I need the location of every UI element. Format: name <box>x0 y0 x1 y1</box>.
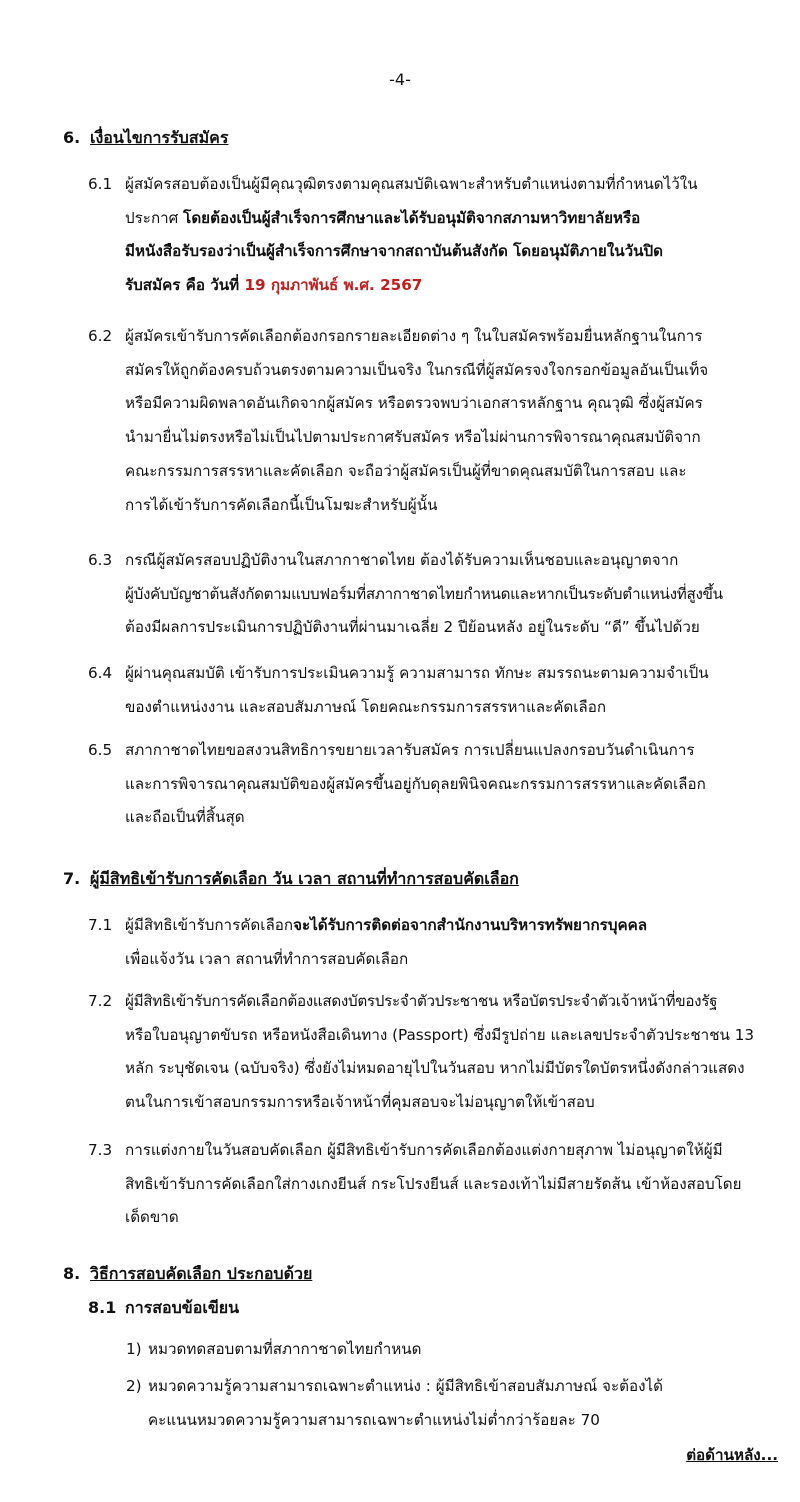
item-6-1-line-4 <box>88 269 794 303</box>
item-7-1-line-1-plain: ผู้มีสิทธิเข้ารับการคัดเลือก <box>125 916 294 934</box>
item-6-5-line-3: และถือเป็นที่สิ้นสุด <box>125 808 245 827</box>
item-number: 6.3 <box>88 551 113 569</box>
item-6-5-line-1: สภากาชาดไทยขอสงวนสิทธิการขยายเวลารับสมัคร การเปลี่ยนแปลงกรอบวันดำเนินการ <box>125 741 695 759</box>
item-6-2-line-2: สมัครให้ถูกต้องครบถ้วนตรงตามความเป็นจริง ในกรณีที่ผู้สมัครจงใจกรอกข้อมูลอันเป็นเท็จ <box>125 360 709 379</box>
list-item-number: 1) <box>126 1340 142 1358</box>
item-6-2-line-3: หรือมีความผิดพลาดอันเกิดจากผู้สมัคร หรือตรวจพบว่าเอกสารหลักฐาน คุณวุฒิ ซึ่งผู้สมัคร <box>125 394 703 413</box>
list-item-2 <box>126 1369 791 1437</box>
section-7-number: 7. <box>63 869 81 888</box>
section-8-number: 8. <box>63 1264 81 1283</box>
item-6-1-line-2-bold: โดยต้องเป็นผู้สำเร็จการศึกษาและได้รับอนุมัติจากสภามหาวิทยาลัยหรือ <box>183 208 641 227</box>
item-6-5 <box>88 734 794 835</box>
item-6-2-line-5: คณะกรรมการสรรหาและคัดเลือก จะถือว่าผู้สมัครเป็นผู้ที่ขาดคุณสมบัติในการสอบ และ <box>125 461 687 480</box>
item-number: 7.3 <box>88 1141 113 1159</box>
item-number: 6.5 <box>88 741 113 759</box>
item-6-1-line-2-plain: ประกาศ <box>125 208 184 227</box>
item-6-4-line-2: ของตำแหน่งงาน และสอบสัมภาษณ์ โดยคณะกรรมการสรรหาและคัดเลือก <box>125 697 607 716</box>
item-7-2-line-1: ผู้มีสิทธิเข้ารับการคัดเลือกต้องแสดงบัตรประจำตัวประชาชน หรือบัตรประจำตัวเจ้าหน้าที่ของรัฐ <box>125 992 718 1010</box>
item-6-5-line-2: และการพิจารณาคุณสมบัติของผู้สมัครขึ้นอยู่กับดุลยพินิจคณะกรรมการสรรหาและคัดเลือก <box>125 774 706 793</box>
item-6-1-line-2 <box>88 202 794 236</box>
item-6-3-line-2: ผู้บังคับบัญชาต้นสังกัดตามแบบฟอร์มที่สภากาชาดไทยกำหนดและหากเป็นระดับตำแหน่งที่สูงขึ้น <box>125 584 723 603</box>
section-7-title: ผู้มีสิทธิเข้ารับการคัดเลือก วัน เวลา สถานที่ทำการสอบคัดเลือก <box>90 869 519 888</box>
subsection-8-1-number: 8.1 <box>88 1298 117 1317</box>
item-6-3-line-1: กรณีผู้สมัครสอบปฏิบัติงานในสภากาชาดไทย ต้องได้รับความเห็นชอบและอนุญาตจาก <box>125 551 679 569</box>
item-number: 6.1 <box>88 175 113 193</box>
item-6-3 <box>88 544 794 645</box>
section-6-heading <box>63 126 228 150</box>
list-item-1 <box>126 1332 791 1366</box>
item-6-2 <box>88 320 794 522</box>
item-7-1-line-2: เพื่อแจ้งวัน เวลา สถานที่ทำการสอบคัดเลือก <box>125 949 409 968</box>
section-6-number: 6. <box>63 128 81 147</box>
subsection-8-1-title: การสอบข้อเขียน <box>125 1298 240 1317</box>
section-7-heading <box>63 867 519 891</box>
item-7-3-line-1: การแต่งกายในวันสอบคัดเลือก ผู้มีสิทธิเข้ารับการคัดเลือกต้องแต่งกายสุภาพ ไม่อนุญาตให้ผู้มี <box>125 1141 723 1159</box>
item-7-1-line-1-bold: จะได้รับการติดต่อจากสำนักงานบริหารทรัพยากรบุคคล <box>293 916 648 934</box>
section-8-title: วิธีการสอบคัดเลือก ประกอบด้วย <box>90 1264 313 1283</box>
list-item-1-text: หมวดทดสอบตามที่สภากาชาดไทยกำหนด <box>148 1340 422 1358</box>
item-number: 7.1 <box>88 916 113 934</box>
continued-on-back-label: ต่อด้านหลัง... <box>686 1446 778 1464</box>
item-6-2-line-4: นำมายื่นไม่ตรงหรือไม่เป็นไปตามประกาศรับสมัคร หรือไม่ผ่านการพิจารณาคุณสมบัติจาก <box>125 428 701 447</box>
list-item-2-line-1: หมวดความรู้ความสามารถเฉพาะตำแหน่ง : ผู้มีสิทธิเข้าสอบสัมภาษณ์ จะต้องได้ <box>148 1377 664 1395</box>
item-6-2-line-1: ผู้สมัครเข้ารับการคัดเลือกต้องกรอกรายละเอียดต่าง ๆ ในใบสมัครพร้อมยื่นหลักฐานในการ <box>125 327 703 345</box>
item-6-1-line-4-bold: รับสมัคร คือ วันที่ <box>125 276 245 295</box>
item-7-2-line-4: ตนในการเข้าสอบกรรมการหรือเจ้าหน้าที่คุมสอบจะไม่อนุญาตให้เข้าสอบ <box>125 1093 595 1112</box>
item-6-3-line-3: ต้องมีผลการประเมินการปฏิบัติงานที่ผ่านมาเฉลี่ย 2 ปีย้อนหลัง อยู่ในระดับ “ดี” ขึ้นไปด้วย <box>125 618 700 637</box>
item-number: 6.2 <box>88 327 113 345</box>
page-number: -4- <box>389 70 411 89</box>
item-6-1-line-3: มีหนังสือรับรองว่าเป็นผู้สำเร็จการศึกษาจากสถาบันต้นสังกัด โดยอนุมัติภายในวันปิด <box>125 242 664 261</box>
item-7-2 <box>88 985 794 1120</box>
item-6-4-line-1: ผู้ผ่านคุณสมบัติ เข้ารับการประเมินความรู้ ความสามารถ ทักษะ สมรรถนะตามความจำเป็น <box>125 664 709 682</box>
subsection-8-1-heading <box>88 1296 239 1320</box>
list-item-number: 2) <box>126 1377 142 1395</box>
item-7-3-line-2: สิทธิเข้ารับการคัดเลือกใส่กางเกงยีนส์ กระโปรงยีนส์ และรองเท้าไม่มีสายรัดส้น เข้าห้องสอบโดย <box>125 1174 742 1193</box>
item-6-1 <box>88 168 794 303</box>
item-number: 6.4 <box>88 664 113 682</box>
item-6-2-line-6: การได้เข้ารับการคัดเลือกนี้เป็นโมฆะสำหรับผู้นั้น <box>125 495 438 514</box>
item-7-2-line-3: หลัก ระบุชัดเจน (ฉบับจริง) ซึ่งยังไม่หมดอายุไปในวันสอบ หากไม่มีบัตรใดบัตรหนึ่งดังกล่าวแสดง <box>125 1059 745 1078</box>
item-7-3-line-3: เด็ดขาด <box>125 1208 179 1227</box>
section-8-heading <box>63 1262 312 1286</box>
item-7-2-line-2: หรือใบอนุญาตขับรถ หรือหนังสือเดินทาง (Passport) ซึ่งมีรูปถ่าย และเลขประจำตัวประชาชน 13 <box>125 1025 755 1044</box>
item-7-3 <box>88 1134 794 1235</box>
item-6-1-line-1: ผู้สมัครสอบต้องเป็นผู้มีคุณวุฒิตรงตามคุณสมบัติเฉพาะสำหรับตำแหน่งตามที่กำหนดไว้ใน <box>125 175 698 193</box>
item-number: 7.2 <box>88 992 113 1010</box>
item-7-1 <box>88 909 794 976</box>
list-item-2-line-2: คะแนนหมวดความรู้ความสามารถเฉพาะตำแหน่งไม่ต่ำกว่าร้อยละ 70 <box>148 1411 600 1429</box>
section-6-title: เงื่อนไขการรับสมัคร <box>90 128 229 147</box>
application-close-date: 19 กุมภาพันธ์ พ.ศ. 2567 <box>244 276 423 295</box>
item-6-4 <box>88 657 794 724</box>
